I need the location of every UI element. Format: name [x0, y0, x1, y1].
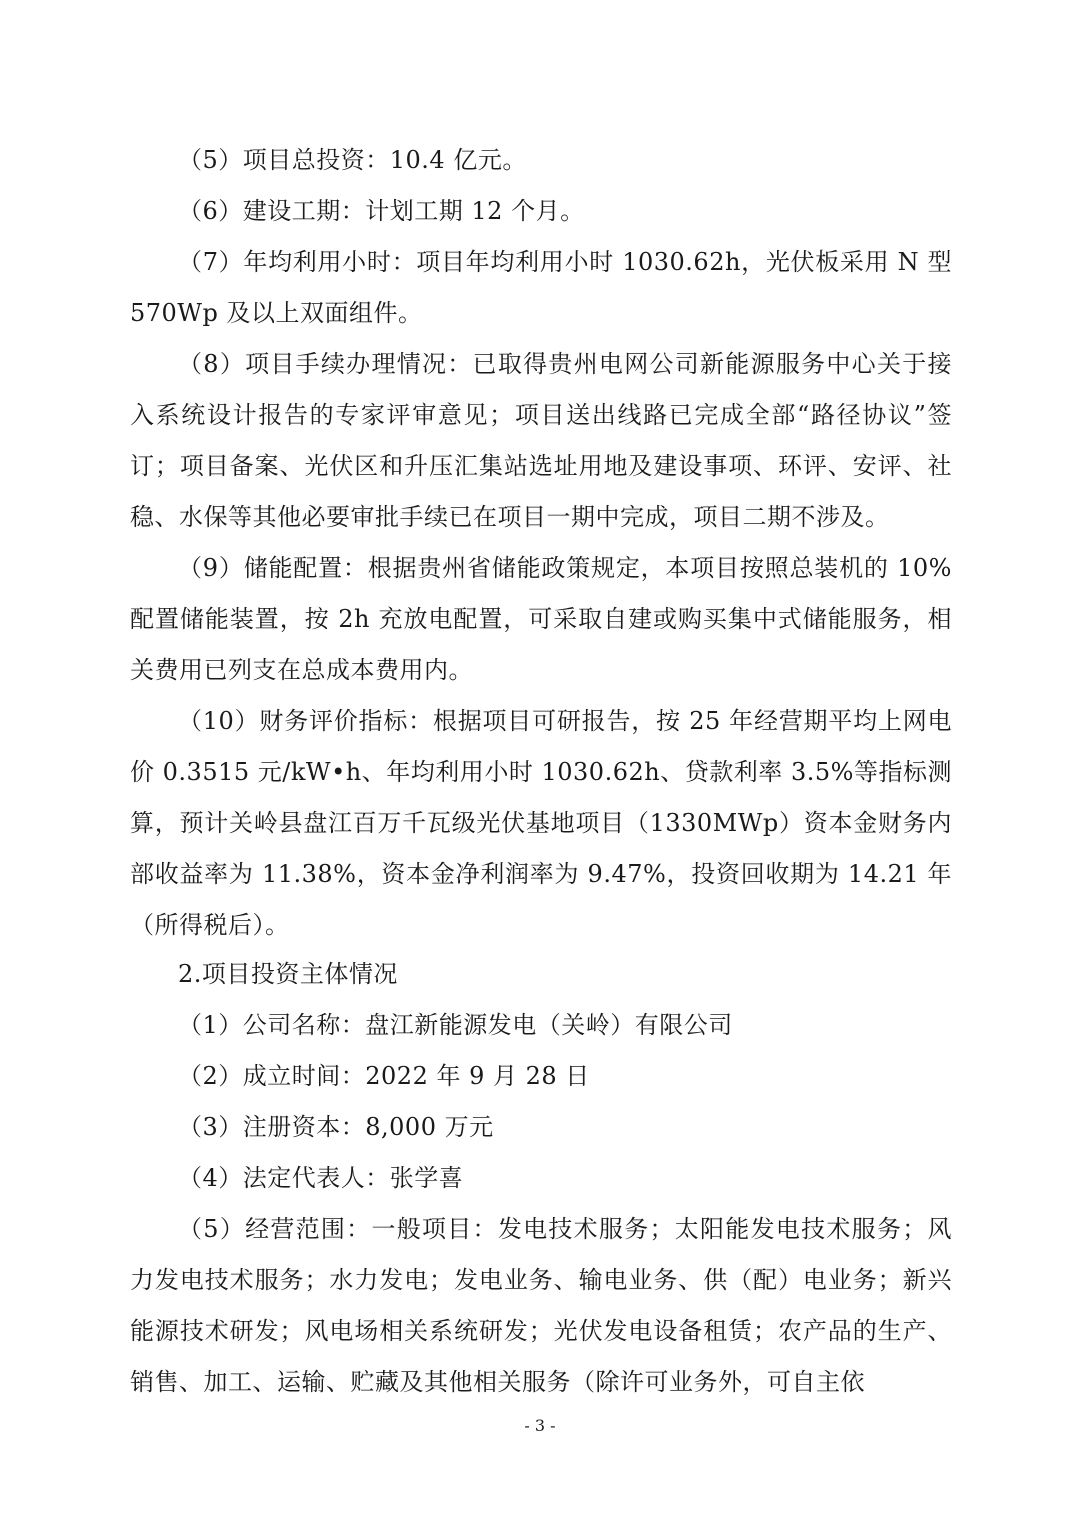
item-annual-utilization-hours: （7）年均利用小时：项目年均利用小时 1030.62h，光伏板采用 N 型 570Wp 及以上双面组件。 [130, 248, 952, 327]
item-legal-representative: （4）法定代表人：张学喜 [178, 1164, 464, 1192]
item-energy-storage: （9）储能配置：根据贵州省储能政策规定，本项目按照总装机的 10% 配置储能装置，按 2h 充放电配置，可采取自建或购买集中式储能服务，相关费用已列支在总成本费用内。 [130, 554, 952, 684]
item-construction-period: （6）建设工期：计划工期 12 个月。 [178, 197, 585, 225]
item-total-investment: （5）项目总投资：10.4 亿元。 [178, 146, 527, 174]
item-established-date: （2）成立时间：2022 年 9 月 28 日 [178, 1062, 590, 1090]
item-registered-capital: （3）注册资本：8,000 万元 [178, 1113, 494, 1141]
item-company-name: （1）公司名称：盘江新能源发电（关岭）有限公司 [178, 1011, 733, 1039]
section-heading-investor: 2.项目投资主体情况 [178, 960, 398, 988]
item-financial-indicators: （10）财务评价指标：根据项目可研报告，按 25 年经营期平均上网电价 0.3515 元/kW•h、年均利用小时 1030.62h、贷款利率 3.5%等指标测算，预计关岭县盘江百万千瓦级光伏基地项目（1330MWp）资本金财务内部收益率为 11.38%，资本金净利润率为 9.47%，投资回收期为 14.21 年（所得税后）。 [130, 707, 952, 939]
item-business-scope: （5）经营范围：一般项目：发电技术服务；太阳能发电技术服务；风力发电技术服务；水力发电；发电业务、输电业务、供（配）电业务；新兴能源技术研发；风电场相关系统研发；光伏发电设备租赁；农产品的生产、销售、加工、运输、贮藏及其他相关服务（除许可业务外，可自主依 [130, 1215, 952, 1396]
page-number: - 3 - [524, 1416, 556, 1435]
item-procedures-status: （8）项目手续办理情况：已取得贵州电网公司新能源服务中心关于接入系统设计报告的专家评审意见；项目送出线路已完成全部“路径协议”签订；项目备案、光伏区和升压汇集站选址用地及建设事项、环评、安评、社稳、水保等其他必要审批手续已在项目一期中完成，项目二期不涉及。 [130, 350, 952, 531]
